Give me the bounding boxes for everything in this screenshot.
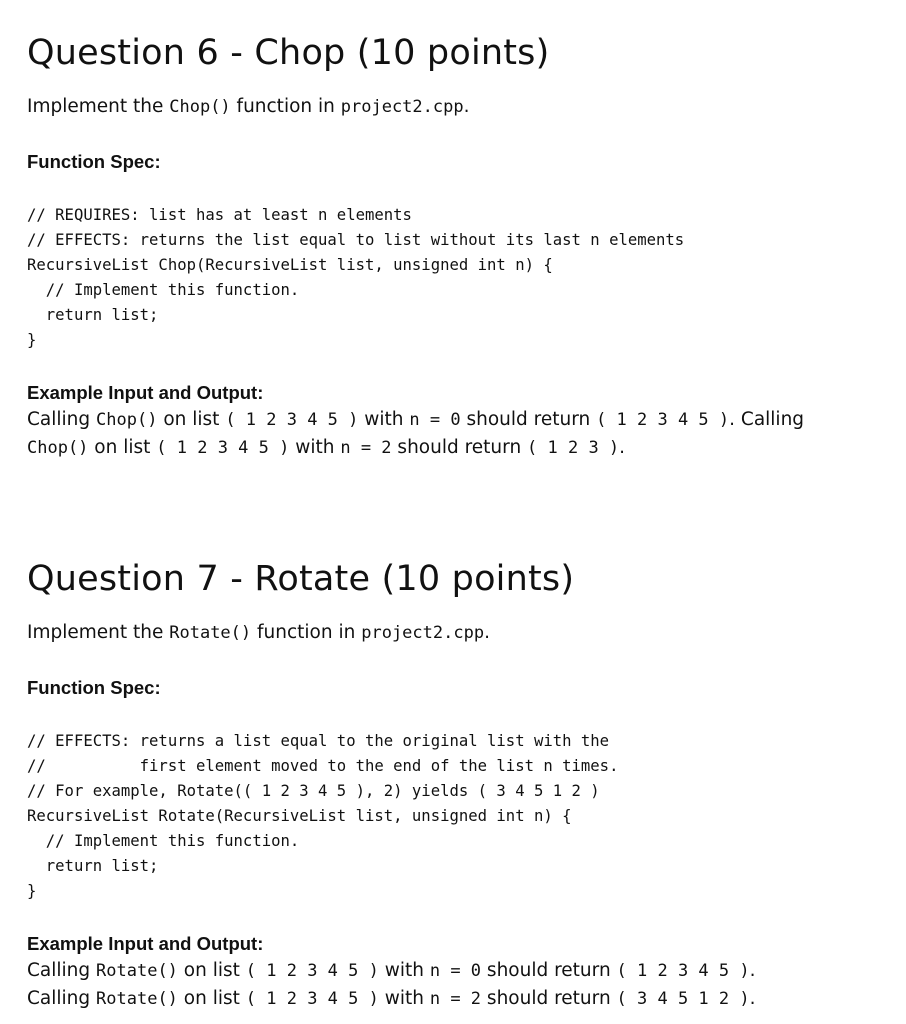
example-line <box>27 957 892 985</box>
code-line: // EFFECTS: returns a list equal to the original list with the <box>27 732 610 750</box>
example-text-run: Calling <box>27 988 97 1009</box>
example-text-run: with <box>358 409 410 430</box>
inline-code: ( 1 2 3 4 5 ) <box>616 961 750 981</box>
code-line: return list; <box>27 857 159 875</box>
example-text-run: . <box>749 988 756 1009</box>
example-text-run: . <box>619 437 626 458</box>
code-line: // REQUIRES: list has at least n elements <box>27 206 412 224</box>
intro-text: . <box>463 96 470 117</box>
question-6-title: Question 6 - Chop (10 points) <box>27 33 550 73</box>
example-text <box>27 406 892 462</box>
code-line: RecursiveList Chop(RecursiveList list, unsigned int n) { <box>27 256 553 274</box>
code-line: RecursiveList Rotate(RecursiveList list, unsigned int n) { <box>27 807 572 825</box>
inline-code: ( 1 2 3 ) <box>527 438 620 458</box>
function-spec-label: Function Spec: <box>27 151 161 172</box>
example-text <box>27 957 892 1013</box>
example-text-run: should return <box>481 988 617 1009</box>
example-text-run: Calling <box>27 960 97 981</box>
example-text-run: Calling <box>27 409 97 430</box>
inline-code: Rotate() <box>96 961 178 981</box>
inline-code: Chop() <box>27 438 89 458</box>
question-7-title: Question 7 - Rotate (10 points) <box>27 559 575 599</box>
inline-code: n = 0 <box>429 961 482 981</box>
example-line <box>27 434 892 462</box>
intro-file-name: project2.cpp <box>361 623 485 643</box>
example-text-run: with <box>378 960 430 981</box>
question-7-intro <box>27 618 892 648</box>
code-line: // Implement this function. <box>27 832 300 850</box>
intro-text: function in <box>230 96 341 117</box>
example-text-run: with <box>378 988 430 1009</box>
code-line: // Implement this function. <box>27 281 300 299</box>
example-label: Example Input and Output: <box>27 382 264 403</box>
inline-code: ( 1 2 3 4 5 ) <box>245 961 379 981</box>
inline-code: Chop() <box>96 410 158 430</box>
intro-text: . <box>484 622 490 643</box>
inline-code: n = 2 <box>340 438 392 458</box>
inline-code: Rotate() <box>96 989 178 1009</box>
intro-function-name: Chop() <box>169 97 231 117</box>
example-text-run: on list <box>177 988 246 1009</box>
intro-file-name: project2.cpp <box>340 97 464 117</box>
code-line: } <box>27 331 37 349</box>
code-line: // EFFECTS: returns the list equal to list without its last n elements <box>27 231 685 249</box>
code-line: // first element moved to the end of the list n times. <box>27 757 619 775</box>
intro-text: function in <box>251 622 362 643</box>
question-6-section <box>27 24 892 462</box>
example-text-run: should return <box>481 960 617 981</box>
example-line <box>27 985 892 1013</box>
example-line <box>27 406 892 434</box>
example-text-run: should return <box>391 437 528 458</box>
function-spec-code <box>27 729 892 904</box>
function-spec-label: Function Spec: <box>27 677 161 698</box>
intro-function-name: Rotate() <box>169 623 252 643</box>
inline-code: n = 2 <box>429 989 482 1009</box>
inline-code: ( 1 2 3 4 5 ) <box>245 989 379 1009</box>
example-label: Example Input and Output: <box>27 933 264 954</box>
inline-code: ( 1 2 3 4 5 ) <box>156 438 290 458</box>
example-text-run: with <box>289 437 341 458</box>
inline-code: n = 0 <box>409 410 461 430</box>
example-text-run: should return <box>460 409 597 430</box>
question-7-section <box>27 550 892 1013</box>
example-text-run: on list <box>177 960 246 981</box>
example-text-run: on list <box>88 437 157 458</box>
inline-code: ( 3 4 5 1 2 ) <box>616 989 750 1009</box>
intro-text: Implement the <box>27 622 170 643</box>
code-line: return list; <box>27 306 159 324</box>
inline-code: ( 1 2 3 4 5 ) <box>596 410 730 430</box>
code-line: // For example, Rotate(( 1 2 3 4 5 ), 2) yields ( 3 4 5 1 2 ) <box>27 782 600 800</box>
example-text-run: on list <box>157 409 226 430</box>
function-spec-code <box>27 203 892 353</box>
intro-text: Implement the <box>27 96 170 117</box>
question-6-intro <box>27 92 892 122</box>
inline-code: ( 1 2 3 4 5 ) <box>225 410 359 430</box>
example-text-run: . Calling <box>729 409 805 430</box>
code-line: } <box>27 882 37 900</box>
example-text-run: . <box>749 960 756 981</box>
